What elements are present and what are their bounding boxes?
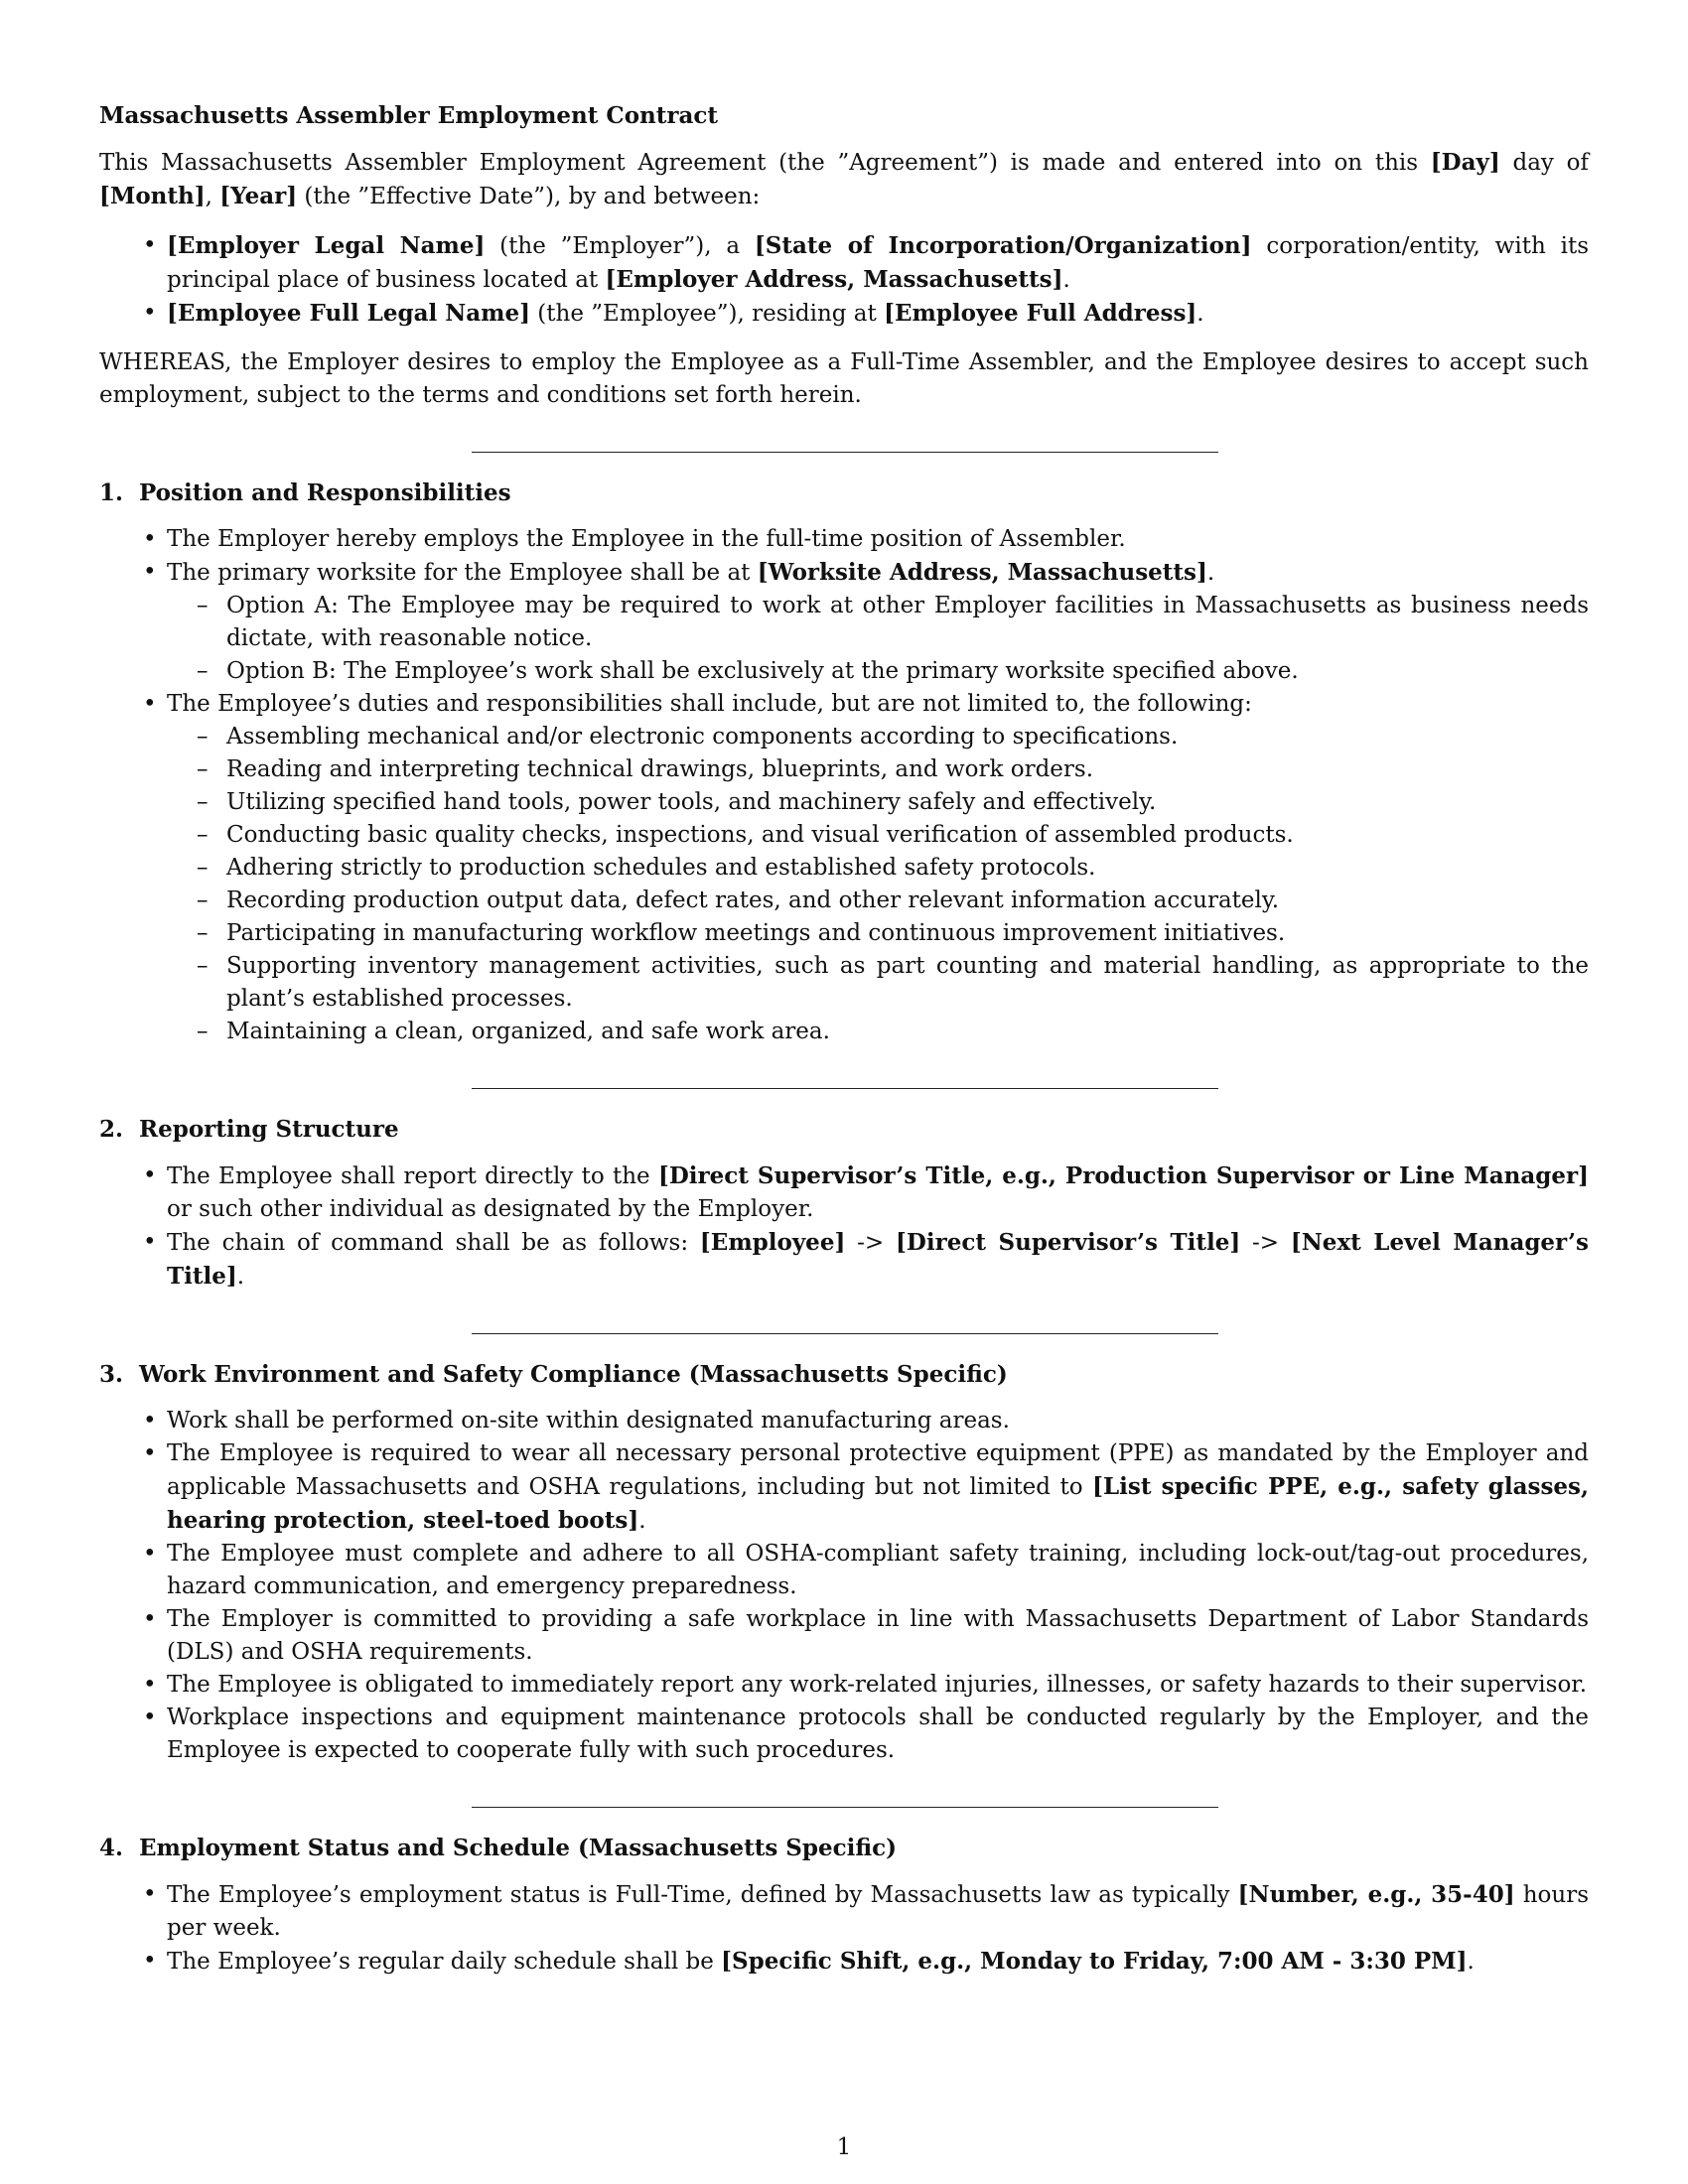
whereas-paragraph: WHEREAS, the Employer desires to employ the Employee as a Full-Time Assembler, and the Employee desires to accept such employment, subject to the terms and conditions set forth herein.	[99, 349, 1589, 408]
item-text: The Employee’s regular daily schedule shall be	[167, 1949, 722, 1975]
party-text: .	[1196, 301, 1204, 327]
employee-address-placeholder: [Employee Full Address]	[884, 300, 1197, 327]
section-2-list	[99, 1160, 1589, 1294]
list-item	[99, 1226, 1589, 1294]
section-number: 2.	[99, 1116, 124, 1143]
list-item	[99, 1160, 1589, 1226]
item-text: The Employee’s employment status is Full-Time, defined by Massachusetts law as typically	[167, 1882, 1238, 1908]
intro-text: ,	[205, 184, 220, 209]
employee-name-placeholder: [Employee Full Legal Name]	[167, 300, 530, 327]
option-b: – Option B: The Employee’s work shall be exclusively at the primary worksite specified above.	[167, 655, 1589, 688]
document-title: Massachusetts Assembler Employment Contract	[99, 102, 719, 129]
item-text: .	[236, 1264, 245, 1290]
parties-list	[99, 229, 1589, 331]
item-text: The primary worksite for the Employee shall be at	[167, 560, 758, 586]
section-title: Employment Status and Schedule (Massachusetts Specific)	[139, 1835, 897, 1861]
list-item	[99, 1878, 1589, 1945]
item-text: The Employee’s duties and responsibilities shall include, but are not limited to, the following:	[167, 691, 1252, 717]
party-text: (the ”Employee”), residing at	[530, 301, 885, 327]
list-item: • The Employee must complete and adhere to all OSHA-compliant safety training, including lock-out/tag-out procedures, hazard communication, and emergency preparedness.	[99, 1538, 1589, 1603]
section-title: Reporting Structure	[139, 1116, 399, 1143]
section-1-list	[99, 523, 1589, 1048]
section-3-list	[99, 1405, 1589, 1767]
worksite-options-list	[167, 590, 1589, 688]
item-text: .	[638, 1508, 646, 1534]
section-divider	[472, 1088, 1218, 1089]
party-employee	[99, 297, 1589, 331]
list-item: • The Employer is committed to providing a safe workplace in line with Massachusetts Department of Labor Standards (DLS) and OSHA requirements.	[99, 1603, 1589, 1669]
party-text: corporation/entity, with its principal place of business located at	[167, 233, 1589, 293]
item-text: ->	[845, 1230, 897, 1256]
list-item	[99, 688, 1589, 1048]
duty-item: – Maintaining a clean, organized, and safe work area.	[167, 1016, 1589, 1048]
option-a: – Option A: The Employee may be required to work at other Employer facilities in Massachusetts as business needs dictate, with reasonable notice.	[167, 590, 1589, 655]
item-text: The Employee shall report directly to the	[167, 1163, 658, 1189]
intro-paragraph	[99, 146, 1589, 213]
hours-placeholder: [Number, e.g., 35-40]	[1237, 1881, 1515, 1908]
list-item	[99, 556, 1589, 688]
worksite-placeholder: [Worksite Address, Massachusetts]	[757, 559, 1207, 586]
section-number: 4.	[99, 1835, 124, 1861]
page-number: 1	[836, 2134, 852, 2160]
section-1-heading	[99, 477, 1589, 509]
list-item: • Workplace inspections and equipment maintenance protocols shall be conducted regularly by the Employer, and the Employee is expected to cooperate fully with such procedures.	[99, 1702, 1589, 1767]
duties-list	[167, 721, 1589, 1048]
ppe-placeholder: [List specific PPE, e.g., safety glasses, hearing protection, steel-toed boots]	[167, 1473, 1589, 1534]
year-placeholder: [Year]	[219, 183, 298, 209]
party-text: .	[1062, 267, 1070, 293]
item-text: The Employee is required to wear all necessary personal protective equipment (PPE) as mandated by the Employer and applicable Massachusetts and OSHA regulations, including but not limited to	[167, 1440, 1589, 1500]
list-item: • Work shall be performed on-site within designated manufacturing areas.	[99, 1405, 1589, 1437]
list-item: • The Employee is obligated to immediately report any work-related injuries, illnesses, or safety hazards to their supervisor.	[99, 1669, 1589, 1702]
section-3-heading	[99, 1358, 1589, 1391]
duty-item: – Recording production output data, defect rates, and other relevant information accurately.	[167, 885, 1589, 917]
document-page	[99, 99, 1589, 1979]
section-4-list	[99, 1878, 1589, 1979]
item-text: The chain of command shall be as follows:	[167, 1230, 700, 1256]
list-item	[99, 1945, 1589, 1979]
supervisor-title-placeholder: [Direct Supervisor’s Title]	[896, 1229, 1241, 1256]
list-item	[99, 1437, 1589, 1538]
supervisor-placeholder: [Direct Supervisor’s Title, e.g., Production Supervisor or Line Manager]	[657, 1162, 1589, 1189]
section-2-heading	[99, 1113, 1589, 1146]
day-placeholder: [Day]	[1430, 149, 1500, 176]
duty-item: – Supporting inventory management activities, such as part counting and material handling, as appropriate to the plant’s established processes.	[167, 950, 1589, 1016]
party-text: (the ”Employer”), a	[485, 233, 755, 259]
intro-text: This Massachusetts Assembler Employment Agreement (the ”Agreement”) is made and entered into on this	[99, 150, 1431, 176]
section-divider	[472, 1333, 1218, 1334]
employer-name-placeholder: [Employer Legal Name]	[167, 232, 486, 259]
section-number: 1.	[99, 479, 124, 506]
duty-item: – Utilizing specified hand tools, power tools, and machinery safely and effectively.	[167, 786, 1589, 819]
intro-text: (the ”Effective Date”), by and between:	[297, 184, 761, 209]
section-divider	[472, 452, 1218, 453]
item-text: .	[1467, 1949, 1475, 1975]
duty-item: – Conducting basic quality checks, inspections, and visual verification of assembled products.	[167, 819, 1589, 852]
item-text: ->	[1240, 1230, 1291, 1256]
section-number: 3.	[99, 1361, 124, 1388]
item-text: or such other individual as designated by the Employer.	[167, 1196, 814, 1222]
section-4-heading	[99, 1832, 1589, 1864]
item-text: .	[1206, 560, 1215, 586]
intro-text: day of	[1499, 150, 1589, 176]
employer-address-placeholder: [Employer Address, Massachusetts]	[605, 266, 1063, 293]
duty-item: – Participating in manufacturing workflow meetings and continuous improvement initiatives.	[167, 917, 1589, 950]
manager-title-placeholder: [Next Level Manager’s Title]	[167, 1229, 1589, 1290]
item-text: hours per week.	[167, 1882, 1589, 1941]
duty-item: – Assembling mechanical and/or electronic components according to specifications.	[167, 721, 1589, 753]
section-divider	[472, 1807, 1218, 1808]
shift-placeholder: [Specific Shift, e.g., Monday to Friday, 7:00 AM - 3:30 PM]	[721, 1948, 1468, 1975]
month-placeholder: [Month]	[99, 183, 206, 209]
party-employer	[99, 229, 1589, 297]
duty-item: – Adhering strictly to production schedules and established safety protocols.	[167, 852, 1589, 885]
state-placeholder: [State of Incorporation/Organization]	[754, 232, 1252, 259]
list-item: • The Employer hereby employs the Employee in the full-time position of Assembler.	[99, 523, 1589, 556]
employee-placeholder: [Employee]	[699, 1229, 846, 1256]
duty-item: – Reading and interpreting technical drawings, blueprints, and work orders.	[167, 753, 1589, 786]
section-title: Position and Responsibilities	[139, 479, 511, 506]
section-title: Work Environment and Safety Compliance (Massachusetts Specific)	[139, 1361, 1008, 1388]
